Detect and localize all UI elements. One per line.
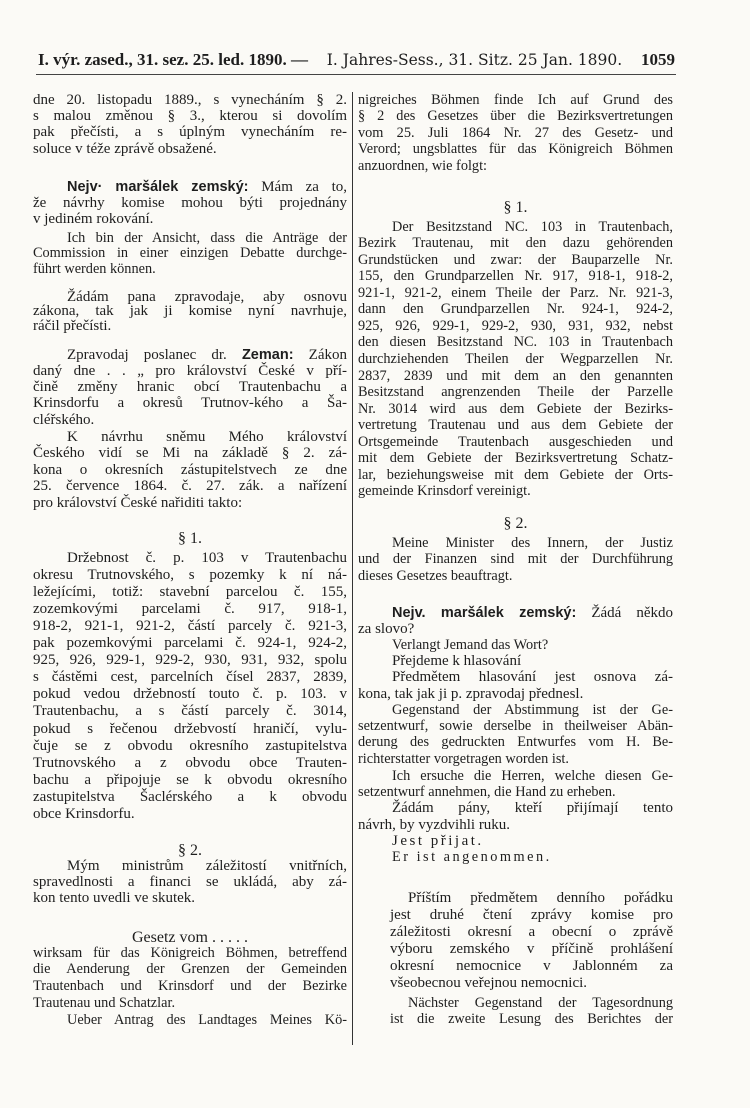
text-line: 2837, 2839 und mit dem an den genannten xyxy=(358,367,673,384)
text-line: gemeinde Krinsdorf vereinigt. xyxy=(358,483,531,500)
text-line: Přejdeme k hlasování xyxy=(392,652,522,669)
text-line: 925, 926, 929-1, 929-2, 930, 931, 932, nebst xyxy=(358,317,673,334)
text-line: Verlangt Jemand das Wort? xyxy=(392,636,549,653)
text-line: zastupitelstva Šaclérského a k obvodu xyxy=(33,788,347,805)
text-line: čuje se z obvodu okresního zastupitelstva xyxy=(33,737,347,754)
text-line: za slovo? xyxy=(358,620,415,637)
text-line: Trautenbachu, a s částí parcely č. 3014, xyxy=(33,703,347,720)
text-line: führt werden können. xyxy=(33,260,156,277)
text-line: Trautenbach und Krinsdorf und der Bezirke xyxy=(33,977,347,994)
header-german: I. Jahres-Sess., 31. Sitz. 25 Jan. 1890. xyxy=(326,51,623,69)
speech-text: Žádá někdo xyxy=(591,604,674,621)
text-line xyxy=(67,179,347,196)
text-line: Nächster Gegenstand der Tagesordnung xyxy=(408,994,673,1011)
text-line: wirksam für das Königreich Böhmen, betreffend xyxy=(33,944,347,961)
text-line: v jediném rokování. xyxy=(33,211,154,228)
speaker-name: Zeman: xyxy=(241,346,294,363)
text-line: Příštím předmětem denního pořádku xyxy=(408,889,673,906)
speaker-intro: Zpravodaj poslanec dr. xyxy=(67,346,242,363)
text-line: K návrhu sněmu Mého království xyxy=(67,428,347,445)
text-line: mit dem Gebiete der Bezirksvertretung Schatz- xyxy=(358,450,673,467)
section-heading: § 2. xyxy=(503,514,528,532)
text-line: und der Finanzen sind mit der Durchführung xyxy=(358,551,673,567)
text-line: že návrhy komise mohou býti projednány xyxy=(33,194,347,211)
text-line: Jest přijat. xyxy=(392,832,484,849)
text-line: všeobecnou veřejnou nemocnici. xyxy=(390,974,588,991)
text-line: Žádám pány, kteří přijímají tento xyxy=(392,799,673,816)
text-line: pokud vedou držebností touto č. p. 103. v xyxy=(33,686,347,703)
text-line: zozemkovými parcelami č. 917, 918-1, xyxy=(33,600,347,617)
text-line: vertretung Trautenau und aus dem Gebiete der xyxy=(358,417,673,434)
text-line: ist die zweite Lesung des Berichtes der xyxy=(390,1010,673,1027)
text-line: Ortsgemeinde Trautenbach ausgeschieden und xyxy=(358,433,673,450)
speaker-name: Nejv· maršálek zemský: xyxy=(67,178,249,195)
text-line: kona, tak jak ji p. zpravodaj přednesl. xyxy=(358,685,584,702)
text-line: setzentwurf annehmen, die Hand zu erheben. xyxy=(358,783,616,800)
text-line: návrh, by vyzdvihli ruku. xyxy=(358,816,511,833)
text-line: daný dne . . „ pro království České v pří- xyxy=(33,362,347,379)
text-line: § 2 des Gesetzes über die Bezirksvertretungen xyxy=(358,108,673,124)
text-line: pro království České nařiditi takto: xyxy=(33,494,243,511)
text-line: dieses Gesetzes beauftragt. xyxy=(358,567,513,584)
text-line: obce Krinsdorfu. xyxy=(33,806,135,822)
text-line: den diesen Besitzstand NC. 103 in Trautenbach xyxy=(358,334,673,351)
text-line: Verord; ungsblattes für das Königreich Böhmen xyxy=(358,141,673,157)
text-line: Českého vidí se Mi na základě § 2. zá- xyxy=(33,445,347,461)
section-heading: § 2. xyxy=(178,841,202,859)
text-line: Gegenstand der Abstimmung ist der Ge- xyxy=(392,701,673,718)
text-line: pak přečísti, a s úplným vynecháním re- xyxy=(33,124,347,141)
text-line: 921-1, 921-2, einem Theile der Parz. Nr. 921-3, xyxy=(358,284,673,301)
header-czech: I. výr. zased., 31. sez. 25. led. 1890. — xyxy=(38,50,308,69)
text-line: cléřského. xyxy=(33,411,95,428)
text-line: derung des gedruckten Entwurfes vom H. Be- xyxy=(358,734,673,751)
text-line: pokud s řečenou držebvostí hraničí, vylu- xyxy=(33,720,347,737)
text-line: ráčil přečísti. xyxy=(33,317,112,334)
text-line: Meine Minister des Innern, der Justiz xyxy=(392,534,673,551)
text-line: setzentwurf, sowie derselbe in theilweiser Abän- xyxy=(358,717,673,734)
text-line: pak pozemkovými parcelami č. 924-1, 924-2, xyxy=(33,635,347,651)
text-line: s částěmi cest, parcelních čísel 2837, 2839, xyxy=(33,669,347,686)
text-line xyxy=(392,605,673,622)
text-line: Trutnovského a z obvodu obce Trauten- xyxy=(33,754,347,771)
section-heading: § 1. xyxy=(503,198,528,216)
text-line: nigreiches Böhmen finde Ich auf Grund des xyxy=(358,91,673,108)
text-line: anzuordnen, wie folgt: xyxy=(358,157,488,174)
text-line: dann den Grundparzellen Nr. 924-1, 924-2, xyxy=(358,301,673,318)
text-line: 918-2, 921-1, 921-2, částí parcely č. 921-3, xyxy=(33,617,347,634)
text-line: dne 20. listopadu 1889., s vynecháním § 2. xyxy=(33,91,347,108)
text-line: 25. července 1864. č. 27. zák. a nařízení xyxy=(33,478,347,494)
text-line: Nr. 3014 wird aus dem Gebiete der Bezirks- xyxy=(358,400,673,417)
text-line: jest druhé čtení zprávy komise pro xyxy=(390,906,673,923)
speaker-name: Nejv. maršálek zemský: xyxy=(392,604,577,621)
text-line: čině změny hranic obcí Trautenbachu a xyxy=(33,379,347,396)
text-line: Der Besitzstand NC. 103 in Trautenbach, xyxy=(392,218,673,235)
page-header xyxy=(38,50,675,72)
text-line: záležitosti okresní a obecní o zprávě xyxy=(390,923,673,940)
speech-text: Mám za to, xyxy=(261,178,347,195)
text-line: bachu a připojuje se k obvodu okresního xyxy=(33,771,347,788)
text-line: okresu Trutnovského, s pozemky k ní ná- xyxy=(33,566,347,583)
text-line: soluce v téže zprávě obsažené. xyxy=(33,140,217,157)
text-line: Ich ersuche die Herren, welche diesen Ge- xyxy=(392,767,673,784)
text-line: zákona, tak jak ji komise nyní navrhuje, xyxy=(33,303,347,319)
text-line: výboru zemského v příčině prohlášení xyxy=(390,940,673,957)
section-heading: § 1. xyxy=(178,529,202,547)
text-line: Bezirk Trautenau, mit den dazu gehörenden xyxy=(358,235,673,252)
text-line: Držebnost č. p. 103 v Trautenbachu xyxy=(67,549,347,566)
section-heading: Gesetz vom . . . . . xyxy=(132,928,248,946)
text-line: die Aenderung der Grenzen der Gemeinden xyxy=(33,961,347,978)
text-line: Commission in einer einzigen Debatte durchge- xyxy=(33,245,347,261)
text-line: kon tento uvedli ve skutek. xyxy=(33,889,196,906)
text-line: lar, beziehungsweise mit dem Gebiete der Orts- xyxy=(358,466,673,483)
text-line: s malou změnou § 3., kterou si dovolím xyxy=(33,107,347,124)
text-line: ležejícími, totiž: stavební parcelou č. 155, xyxy=(33,583,347,600)
text-line: durchziehenden Theilen der Wegparzellen Nr. xyxy=(358,350,673,367)
text-line xyxy=(67,347,347,364)
text-line: Krinsdorfu a okresů Trutnov-kého a Ša- xyxy=(33,395,347,412)
text-line: richterstatter vorgetragen worden ist. xyxy=(358,750,569,767)
column-divider xyxy=(352,92,353,1045)
text-line: 925, 926, 929-1, 929-2, 930, 931, 932, spolu xyxy=(33,652,347,669)
text-line: Trautenau und Schatzlar. xyxy=(33,994,176,1011)
text-line: Mým ministrům záležitostí vnitřních, xyxy=(67,857,347,874)
text-line: Předmětem hlasování jest osnova zá- xyxy=(392,668,673,685)
text-line: spravedlnosti a financi se ukládá, aby zá- xyxy=(33,873,347,890)
text-line: okresní nemocnice v Jablonném za xyxy=(390,957,673,974)
text-line: Žádám pana zpravodaje, aby osnovu xyxy=(67,288,347,305)
header-rule xyxy=(36,74,676,75)
text-line: Besitzstand angrenzenden Theile der Parzelle xyxy=(358,384,673,401)
text-line: vom 25. Juli 1864 Nr. 27 des Gesetz- und xyxy=(358,124,673,141)
page-number: 1059 xyxy=(641,50,675,69)
speech-text: Zákon xyxy=(308,346,347,363)
text-line: Er ist angenommen. xyxy=(392,848,552,865)
text-line: 155, den Grundparzellen Nr. 917, 918-1, 918-2, xyxy=(358,268,673,285)
text-line: Ich bin der Ansicht, dass die Anträge der xyxy=(67,229,347,246)
text-line: kona o okresních zástupitelstvech ze dne xyxy=(33,461,347,478)
text-line: Grundstücken und zwar: der Bauparzelle Nr. xyxy=(358,251,673,268)
text-line: Ueber Antrag des Landtages Meines Kö- xyxy=(67,1011,347,1028)
